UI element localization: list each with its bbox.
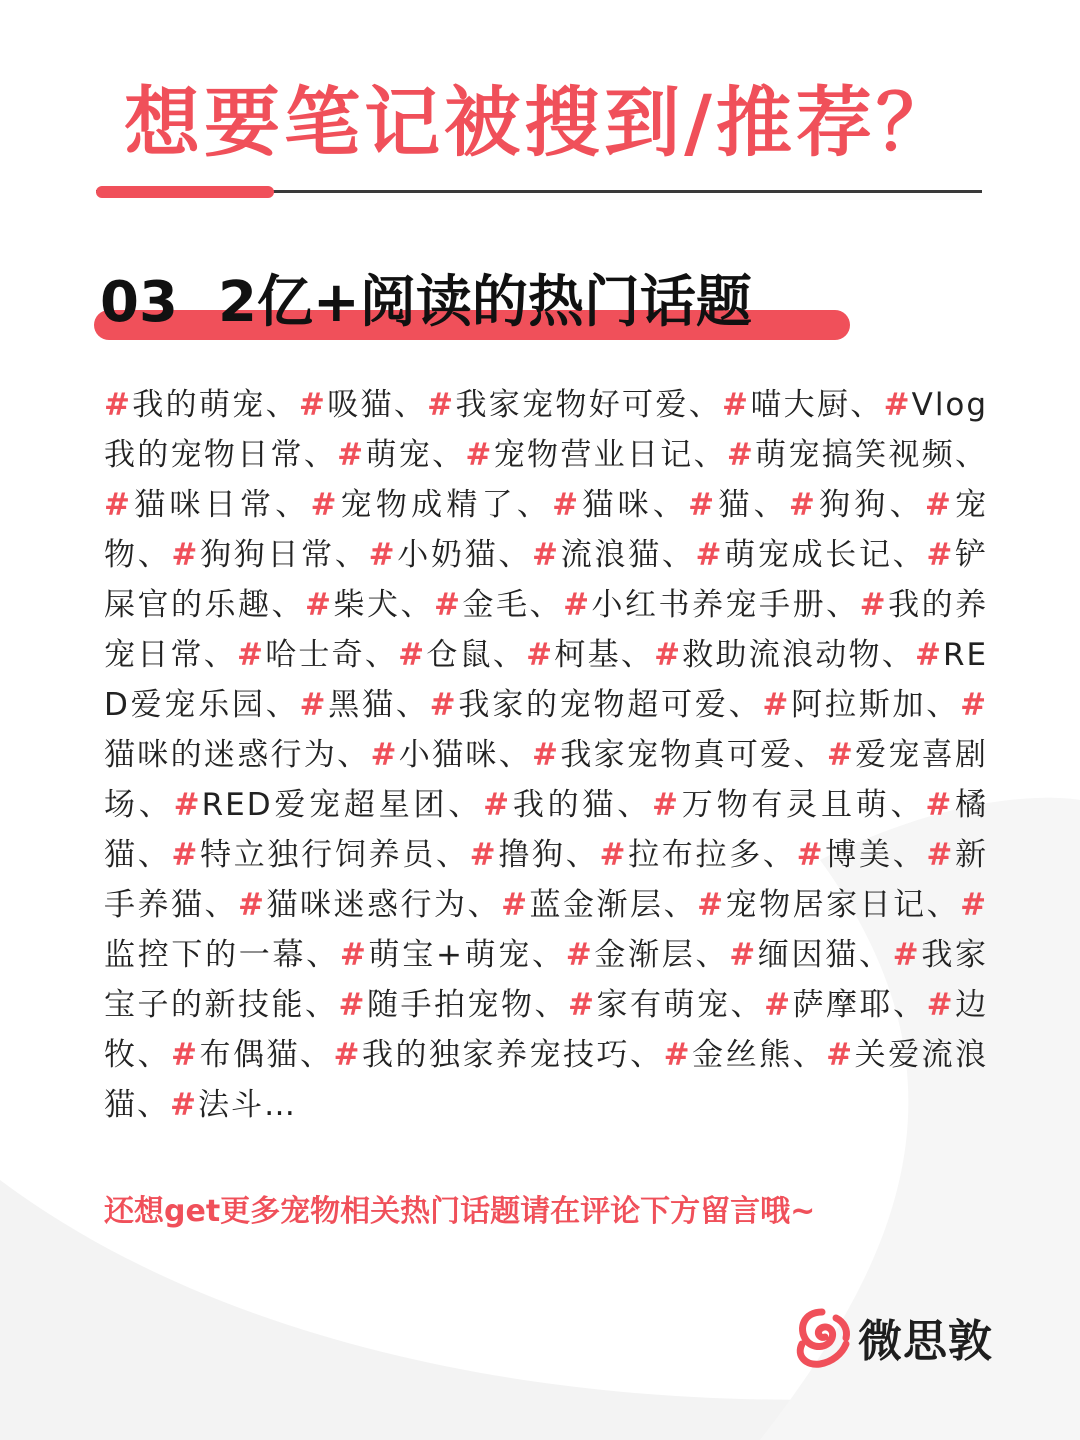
hash-symbol: # bbox=[788, 487, 817, 523]
hashtag-separator: 、 bbox=[728, 687, 763, 723]
hash-symbol: # bbox=[599, 837, 628, 873]
hashtag-item: 我的猫 bbox=[511, 787, 618, 823]
hashtag-item: 宠物 bbox=[104, 487, 989, 573]
hash-symbol: # bbox=[663, 1037, 692, 1073]
hash-symbol: # bbox=[926, 537, 955, 573]
hashtag-separator: 、 bbox=[306, 937, 340, 973]
hashtag-separator: 、 bbox=[203, 637, 237, 673]
hashtag-separator: 、 bbox=[300, 1037, 334, 1073]
hash-symbol: # bbox=[170, 1087, 198, 1123]
hashtag-item: 狗狗 bbox=[816, 487, 890, 523]
section-heading bbox=[100, 258, 752, 338]
hashtag-item: Vlog我的宠物日常 bbox=[104, 387, 989, 473]
hashtag-item: 吸猫 bbox=[326, 387, 394, 423]
hash-symbol: # bbox=[501, 887, 530, 923]
hashtag-item: 宠物居家日记 bbox=[725, 887, 927, 923]
hashtag-item: 我家宠物好可爱 bbox=[455, 387, 689, 423]
hash-symbol: # bbox=[434, 587, 463, 623]
hashtag-separator: 、 bbox=[793, 737, 827, 773]
hashtag-list bbox=[104, 380, 988, 1130]
hashtag-item: 金丝熊 bbox=[691, 1037, 793, 1073]
hashtag-item: 猫 bbox=[716, 487, 754, 523]
hash-symbol: # bbox=[826, 737, 855, 773]
hashtag-separator: 、 bbox=[337, 737, 371, 773]
hashtag-separator: 、 bbox=[137, 537, 172, 573]
hash-symbol: # bbox=[173, 787, 202, 823]
hashtag-item: 金渐层 bbox=[593, 937, 696, 973]
hashtag-item: 缅因猫 bbox=[757, 937, 859, 973]
hashtag-separator: 、 bbox=[661, 537, 696, 573]
hashtag-separator: 、 bbox=[334, 537, 369, 573]
hashtag-item: 柯基 bbox=[554, 637, 621, 673]
hashtag-item: RED爱宠超星团 bbox=[201, 787, 449, 823]
hashtag-separator: 、 bbox=[303, 437, 338, 473]
hashtag-separator: 、 bbox=[881, 637, 915, 673]
hashtag-separator: 、 bbox=[265, 387, 299, 423]
hashtag-separator: 、 bbox=[663, 887, 698, 923]
hashtag-separator: 、 bbox=[617, 787, 653, 823]
hashtag-separator: 、 bbox=[498, 737, 533, 773]
hashtag-item: 猫咪的迷惑行为 bbox=[104, 737, 338, 773]
hash-symbol: # bbox=[104, 387, 132, 423]
hashtag-separator: 、 bbox=[529, 587, 564, 623]
hashtag-separator: 、 bbox=[889, 487, 925, 523]
page-title: 想要笔记被搜到/推荐？ bbox=[124, 78, 956, 167]
hash-symbol: # bbox=[762, 687, 791, 723]
hashtag-item: 我家宠物真可爱 bbox=[560, 737, 794, 773]
hash-symbol: # bbox=[310, 487, 339, 523]
hashtag-separator: 、 bbox=[516, 487, 553, 523]
hash-symbol: # bbox=[764, 987, 793, 1023]
hash-symbol: # bbox=[526, 637, 555, 673]
hash-symbol: # bbox=[333, 1037, 362, 1073]
hash-symbol: # bbox=[722, 387, 751, 423]
hash-symbol: # bbox=[924, 487, 953, 523]
hashtag-separator: 、 bbox=[400, 587, 435, 623]
hashtag-item: 猫咪迷惑行为 bbox=[266, 887, 468, 923]
hashtag-item: 流浪猫 bbox=[560, 537, 662, 573]
hash-symbol: # bbox=[236, 637, 265, 673]
hash-symbol: # bbox=[171, 1037, 200, 1073]
hashtag-item: 小猫咪 bbox=[398, 737, 499, 773]
hashtag-separator: 、 bbox=[137, 1087, 170, 1123]
hashtag-item: 救助流浪动物 bbox=[682, 637, 882, 673]
hash-symbol: # bbox=[688, 487, 717, 523]
hash-symbol: # bbox=[960, 687, 989, 723]
hash-symbol: # bbox=[337, 437, 366, 473]
hashtag-item: 边牧 bbox=[104, 987, 989, 1073]
hashtag-separator: 、 bbox=[448, 787, 484, 823]
hashtag-item: 拉布拉多 bbox=[627, 837, 763, 873]
section-number: 03 bbox=[100, 270, 178, 335]
hashtag-separator: 、 bbox=[565, 837, 600, 873]
hashtag-item: 我的独家养宠技巧 bbox=[361, 1037, 631, 1073]
hashtag-item: 关爱流浪猫 bbox=[104, 1037, 989, 1123]
hashtag-separator: 、 bbox=[204, 887, 239, 923]
hashtag-item: 我家的宠物超可爱 bbox=[457, 687, 729, 723]
hash-symbol: # bbox=[171, 837, 200, 873]
hash-symbol: # bbox=[926, 837, 955, 873]
hash-symbol: # bbox=[398, 637, 427, 673]
hashtag-item: 新手养猫 bbox=[104, 837, 989, 923]
hash-symbol: # bbox=[695, 537, 724, 573]
hash-symbol: # bbox=[892, 937, 921, 973]
hashtag-item: 萌宠 bbox=[365, 437, 433, 473]
hashtag-item: 我的养宠日常 bbox=[104, 587, 989, 673]
hashtag-separator: 、 bbox=[695, 937, 730, 973]
hashtag-separator: 、 bbox=[534, 987, 569, 1023]
section-title: 2亿+阅读的热门话题 bbox=[217, 270, 752, 335]
hashtag-item: 我家宝子的新技能 bbox=[104, 937, 989, 1023]
hashtag-item: 监控下的一幕 bbox=[104, 937, 307, 973]
hashtag-separator: 、 bbox=[138, 787, 174, 823]
hash-symbol: # bbox=[925, 787, 954, 823]
hashtag-item: 猫咪 bbox=[580, 487, 653, 523]
hash-symbol: # bbox=[552, 487, 581, 523]
hash-symbol: # bbox=[926, 987, 955, 1023]
hash-symbol: # bbox=[532, 537, 561, 573]
hashtag-item: 喵大厨 bbox=[750, 387, 851, 423]
hashtag-separator: 、 bbox=[630, 1037, 664, 1073]
hashtag-item: 宠物成精了 bbox=[338, 487, 517, 523]
hashtag-separator: 、 bbox=[271, 587, 306, 623]
hash-symbol: # bbox=[883, 387, 912, 423]
hashtag-separator: 、 bbox=[926, 687, 961, 723]
hash-symbol: # bbox=[859, 587, 888, 623]
hash-symbol: # bbox=[427, 387, 456, 423]
hashtag-separator: 、 bbox=[137, 1037, 172, 1073]
hash-symbol: # bbox=[796, 837, 825, 873]
hashtag-separator: 、 bbox=[532, 937, 566, 973]
hash-symbol: # bbox=[429, 687, 458, 723]
hash-symbol: # bbox=[465, 437, 494, 473]
hashtag-item: 特立独行饲养员 bbox=[199, 837, 436, 873]
hash-symbol: # bbox=[826, 1037, 855, 1073]
hash-symbol: # bbox=[726, 437, 755, 473]
hashtag-item: RED爱宠乐园 bbox=[104, 637, 989, 723]
hash-symbol: # bbox=[299, 687, 328, 723]
hashtag-separator: 、 bbox=[395, 687, 430, 723]
call-to-action: 还想get更多宠物相关热门话题请在评论下方留言哦~ bbox=[104, 1194, 816, 1229]
hashtag-separator: 、 bbox=[955, 437, 989, 473]
hashtag-separator: 、 bbox=[435, 837, 470, 873]
hashtag-separator: 、 bbox=[137, 837, 172, 873]
hash-symbol: # bbox=[532, 737, 561, 773]
hash-symbol: # bbox=[370, 737, 399, 773]
hashtag-item: 撸狗 bbox=[497, 837, 566, 873]
hash-symbol: # bbox=[305, 587, 334, 623]
hashtag-separator: 、 bbox=[620, 637, 655, 673]
hashtag-separator: 、 bbox=[762, 837, 797, 873]
hashtag-item: 博美 bbox=[824, 837, 893, 873]
hashtag-item: 我的萌宠 bbox=[131, 387, 266, 423]
hashtag-item: 萌宠成长记 bbox=[723, 537, 893, 573]
hash-symbol: # bbox=[368, 537, 397, 573]
hashtag-separator: 、 bbox=[792, 1037, 827, 1073]
hashtag-item: 蓝金渐层 bbox=[529, 887, 664, 923]
hashtag-separator: 、 bbox=[305, 987, 339, 1023]
hashtag-separator: 、 bbox=[393, 387, 428, 423]
hash-symbol: # bbox=[697, 887, 726, 923]
hashtag-separator: 、 bbox=[826, 587, 860, 623]
hash-symbol: # bbox=[483, 787, 512, 823]
hashtag-item: 宠物营业日记 bbox=[493, 437, 694, 473]
hashtag-separator: 、 bbox=[892, 837, 927, 873]
hashtag-separator: 、 bbox=[730, 987, 765, 1023]
hash-symbol: # bbox=[563, 587, 592, 623]
hashtag-item: 阿拉斯加 bbox=[790, 687, 927, 723]
hash-symbol: # bbox=[568, 987, 597, 1023]
hashtag-item: 小红书养宠手册 bbox=[591, 587, 827, 623]
hashtag-item: 黑猫 bbox=[327, 687, 396, 723]
hashtag-item: 猫咪日常 bbox=[131, 487, 276, 523]
hash-symbol: # bbox=[729, 937, 758, 973]
hashtag-separator: 、 bbox=[498, 537, 533, 573]
hashtag-item: 仓鼠 bbox=[426, 637, 493, 673]
hashtag-separator: 、 bbox=[858, 937, 893, 973]
hash-symbol: # bbox=[298, 387, 327, 423]
hashtag-separator: 、 bbox=[265, 687, 300, 723]
hashtag-item: 柴犬 bbox=[333, 587, 401, 623]
swirl-logo-icon bbox=[792, 1304, 852, 1370]
hashtag-separator: 、 bbox=[926, 887, 961, 923]
hashtag-item: 小奶猫 bbox=[396, 537, 499, 573]
brand-logo bbox=[792, 1304, 993, 1370]
hashtag-item: 爱宠喜剧场 bbox=[104, 737, 989, 823]
hashtag-separator: 、 bbox=[753, 487, 789, 523]
hashtag-item: 铲屎官的乐趣 bbox=[104, 537, 989, 623]
hashtag-item: 橘猫 bbox=[104, 787, 989, 873]
hashtag-item: 随手拍宠物 bbox=[366, 987, 535, 1023]
title-divider-accent bbox=[96, 186, 274, 198]
hash-symbol: # bbox=[104, 487, 132, 523]
hash-symbol: # bbox=[654, 637, 683, 673]
hashtag-separator: 、 bbox=[850, 387, 884, 423]
hashtag-separator: 、 bbox=[652, 487, 689, 523]
hashtag-item: 法斗… bbox=[197, 1087, 297, 1123]
hashtag-item: 狗狗日常 bbox=[199, 537, 335, 573]
hashtag-item: 萨摩耶 bbox=[792, 987, 894, 1023]
hashtag-separator: 、 bbox=[467, 887, 502, 923]
hashtag-separator: 、 bbox=[492, 637, 527, 673]
hashtag-item: 萌宠搞笑视频 bbox=[754, 437, 956, 473]
hashtag-separator: 、 bbox=[688, 387, 723, 423]
hash-symbol: # bbox=[238, 887, 267, 923]
hash-symbol: # bbox=[960, 887, 989, 923]
hashtag-item: 金毛 bbox=[462, 587, 530, 623]
hashtag-item: 万物有灵且萌 bbox=[680, 787, 891, 823]
hash-symbol: # bbox=[339, 937, 368, 973]
hashtag-separator: 、 bbox=[893, 987, 927, 1023]
hashtag-item: 萌宝+萌宠 bbox=[367, 937, 533, 973]
hash-symbol: # bbox=[469, 837, 498, 873]
hashtag-separator: 、 bbox=[693, 437, 727, 473]
hash-symbol: # bbox=[171, 537, 200, 573]
hashtag-item: 家有萌宠 bbox=[596, 987, 731, 1023]
hashtag-item: 哈士奇 bbox=[264, 637, 365, 673]
hashtag-item: 布偶猫 bbox=[199, 1037, 301, 1073]
hash-symbol: # bbox=[914, 637, 943, 673]
hashtag-separator: 、 bbox=[890, 787, 926, 823]
hashtag-separator: 、 bbox=[364, 637, 399, 673]
hashtag-separator: 、 bbox=[432, 437, 466, 473]
brand-name: 微思敦 bbox=[858, 1316, 993, 1367]
hash-symbol: # bbox=[652, 787, 681, 823]
hashtag-separator: 、 bbox=[275, 487, 311, 523]
hash-symbol: # bbox=[338, 987, 367, 1023]
hash-symbol: # bbox=[565, 937, 594, 973]
hashtag-separator: 、 bbox=[892, 537, 927, 573]
